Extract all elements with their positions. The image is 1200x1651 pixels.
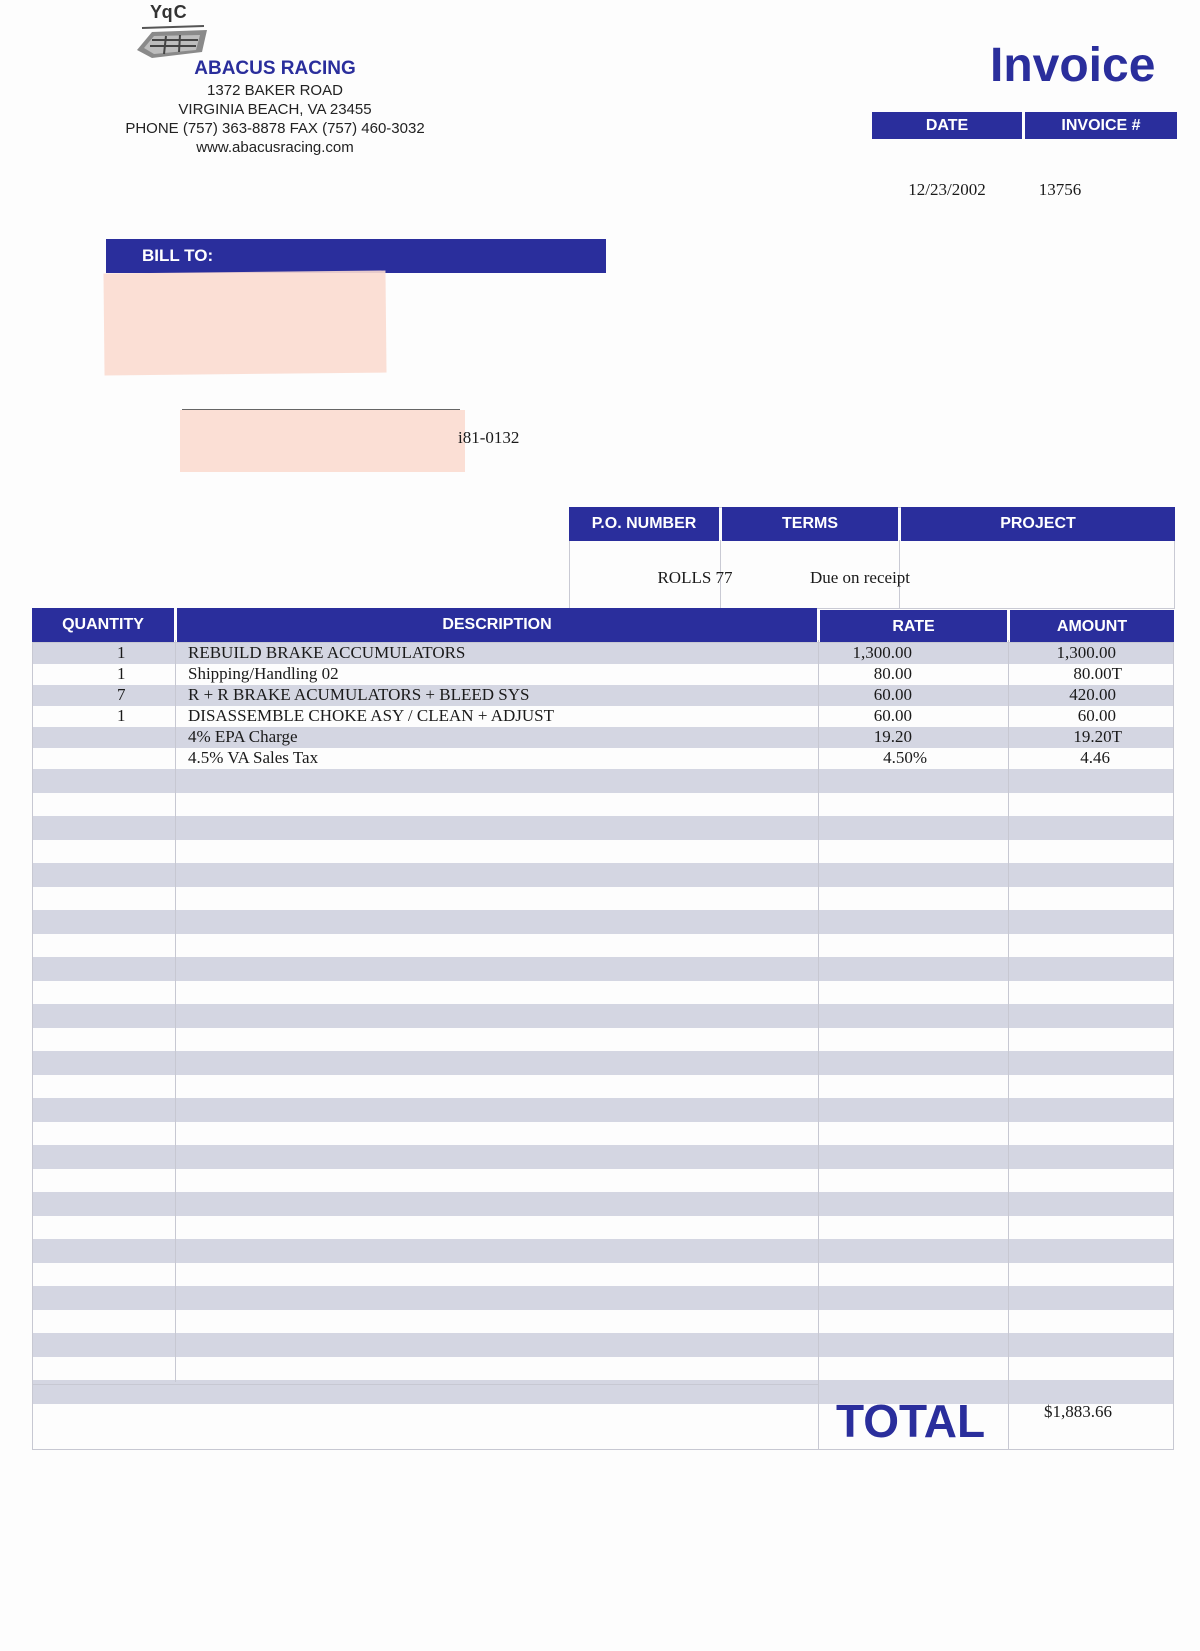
row-stripe <box>33 1098 1173 1122</box>
total-label: TOTAL <box>836 1395 986 1447</box>
date-header: DATE <box>872 112 1022 139</box>
description-header: DESCRIPTION <box>177 608 817 642</box>
row-stripe <box>33 769 1173 793</box>
po-number-value: ROLLS 77 <box>657 568 733 587</box>
row-amount: 60.00 <box>1077 706 1116 725</box>
row-stripe <box>33 1004 1173 1028</box>
row-rate: 60.00 <box>873 706 912 725</box>
row-description: REBUILD BRAKE ACCUMULATORS <box>188 643 466 662</box>
row-description: R + R BRAKE ACUMULATORS + BLEED SYS <box>188 685 530 704</box>
row-stripe <box>33 957 1173 981</box>
row-amount: 420.00 <box>1069 685 1116 704</box>
row-rate: 60.00 <box>873 685 912 704</box>
row-stripe <box>33 863 1173 887</box>
quantity-header: QUANTITY <box>32 608 174 642</box>
row-stripe <box>33 1286 1173 1310</box>
row-rate: 19.20 <box>873 727 912 746</box>
row-description: 4.5% VA Sales Tax <box>188 748 319 767</box>
company-address: 1372 BAKER ROAD <box>207 82 343 99</box>
row-quantity: 1 <box>117 706 126 725</box>
invoice-date: 12/23/2002 <box>908 180 986 199</box>
row-description: DISASSEMBLE CHOKE ASY / CLEAN + ADJUST <box>188 706 554 725</box>
table-row <box>32 663 1174 684</box>
invoice-number-header: INVOICE # <box>1025 112 1177 139</box>
row-amount: 1,300.00 <box>1056 643 1116 662</box>
row-quantity: 1 <box>117 664 126 683</box>
table-row <box>32 726 1174 747</box>
row-stripe <box>33 1145 1173 1169</box>
total-value: $1,883.66 <box>1044 1402 1112 1421</box>
bill-to-header: BILL TO: <box>106 239 606 273</box>
redacted-address <box>103 271 386 376</box>
row-stripe <box>33 910 1173 934</box>
row-rate: 80.00 <box>873 664 912 683</box>
row-amount: 4.46 <box>1080 748 1110 767</box>
row-rate: 1,300.00 <box>852 643 912 662</box>
po-number-header: P.O. NUMBER <box>569 507 719 541</box>
company-website: www.abacusracing.com <box>196 139 354 156</box>
row-stripe <box>33 1239 1173 1263</box>
row-description: 4% EPA Charge <box>188 727 298 746</box>
company-city: VIRGINIA BEACH, VA 23455 <box>178 101 372 118</box>
row-amount: 80.00T <box>1073 664 1122 683</box>
project-header: PROJECT <box>901 507 1175 541</box>
row-quantity: 7 <box>117 685 126 704</box>
table-row <box>32 747 1174 768</box>
amount-header: AMOUNT <box>1010 610 1174 644</box>
company-name: ABACUS RACING <box>194 58 356 79</box>
redaction-edge <box>182 409 460 410</box>
row-stripe <box>33 1192 1173 1216</box>
total-divider <box>32 1384 818 1385</box>
row-rate: 4.50% <box>883 748 927 767</box>
table-row <box>32 684 1174 705</box>
terms-header: TERMS <box>722 507 898 541</box>
redacted-name <box>180 410 465 472</box>
row-stripe <box>33 1051 1173 1075</box>
bill-to-phone: i81-0132 <box>458 428 520 447</box>
row-stripe <box>33 816 1173 840</box>
invoice-number: 13756 <box>1038 180 1082 199</box>
terms-value: Due on receipt <box>809 568 911 587</box>
rate-header: RATE <box>820 610 1007 644</box>
row-stripe <box>33 1333 1173 1357</box>
company-phone-fax: PHONE (757) 363-8878 FAX (757) 460-3032 <box>125 120 425 137</box>
table-row <box>32 705 1174 726</box>
row-description: Shipping/Handling 02 <box>188 664 339 683</box>
row-amount: 19.20T <box>1073 727 1122 746</box>
row-quantity: 1 <box>117 643 126 662</box>
table-row <box>32 642 1174 663</box>
invoice-title: Invoice <box>990 39 1156 92</box>
logo-text: YqC <box>150 2 188 22</box>
